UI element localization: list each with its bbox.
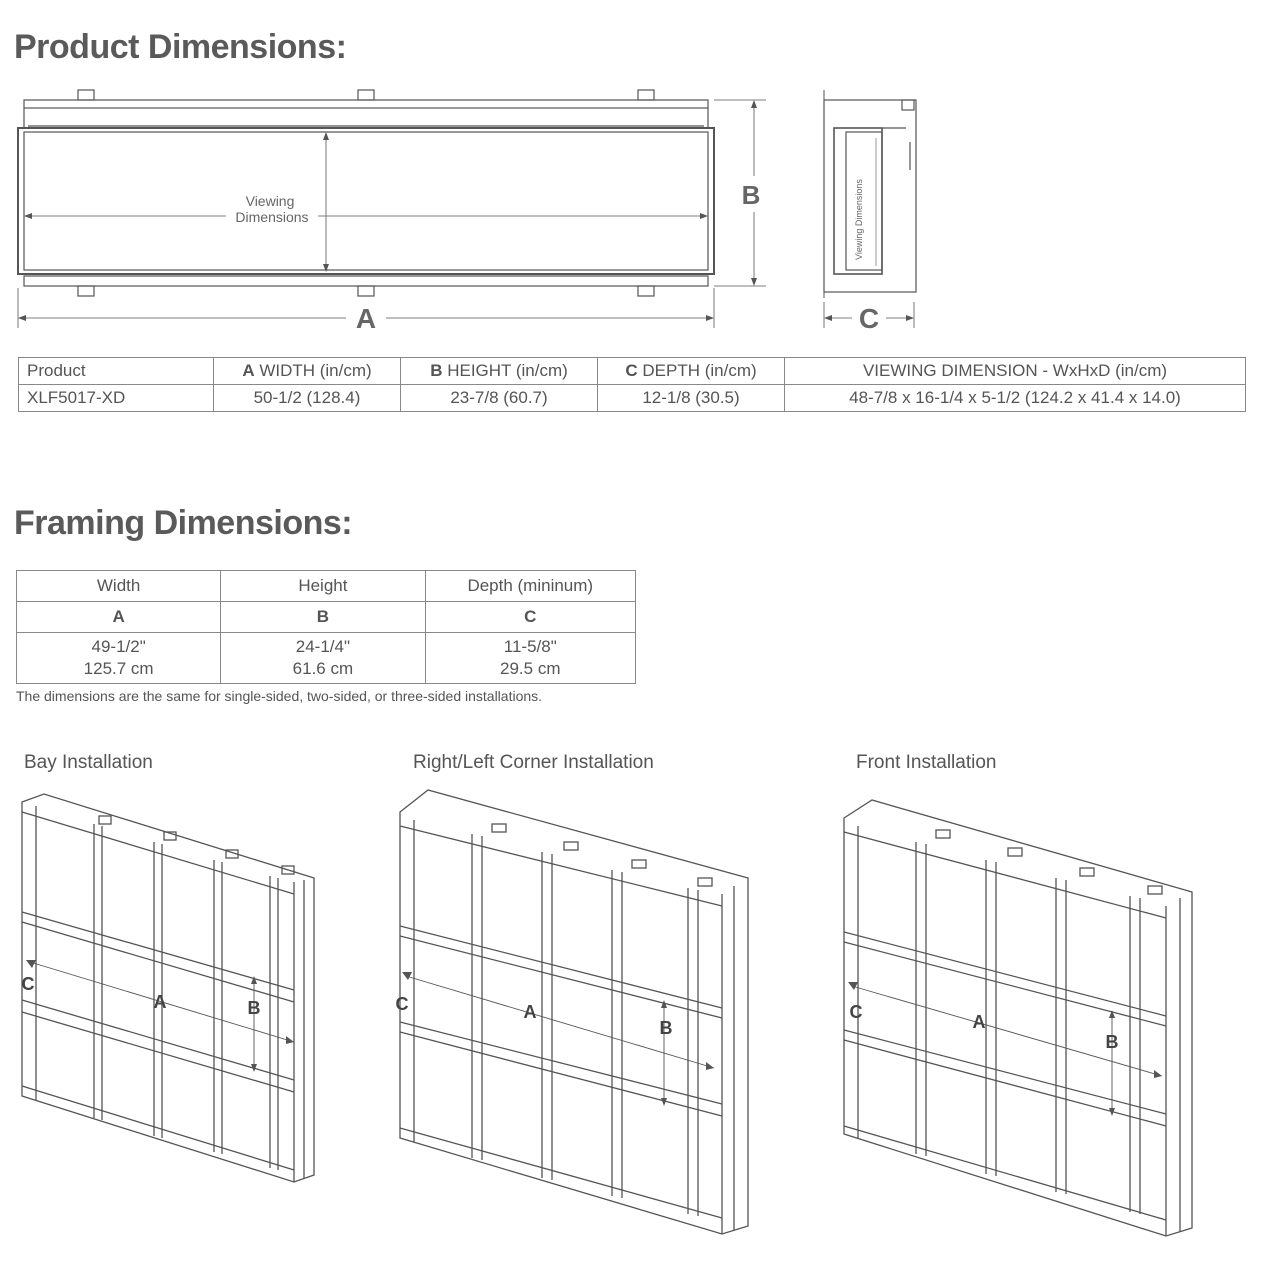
value-cm: 29.5 cm	[500, 659, 561, 678]
front-installation-title: Front Installation	[856, 752, 997, 773]
cell-width	[17, 633, 221, 684]
letter-c: C	[425, 602, 635, 633]
header-width: Width	[17, 571, 221, 602]
bay-dim-b: B	[247, 998, 261, 1018]
corner-dim-b: B	[659, 1018, 673, 1038]
header-height	[401, 358, 598, 385]
corner-installation-drawing	[392, 786, 762, 1246]
cell-depth: 12-1/8 (30.5)	[598, 385, 785, 412]
table-row	[17, 633, 636, 684]
header-text: HEIGHT (in/cm)	[442, 361, 568, 380]
cell-width: 50-1/2 (128.4)	[214, 385, 401, 412]
value-in: 49-1/2"	[91, 637, 146, 656]
cell-viewing: 48-7/8 x 16-1/4 x 5-1/2 (124.2 x 41.4 x 14.0)	[785, 385, 1246, 412]
header-letter: C	[625, 361, 638, 380]
table-header-row	[17, 571, 636, 602]
header-text: DEPTH (in/cm)	[637, 361, 757, 380]
bay-dim-c: C	[21, 974, 35, 994]
header-text: Product	[27, 361, 86, 380]
header-depth	[598, 358, 785, 385]
framing-note: The dimensions are the same for single-sided, two-sided, or three-sided installations.	[16, 688, 543, 704]
value-cm: 61.6 cm	[292, 659, 354, 678]
cell-depth	[425, 633, 635, 684]
header-width	[214, 358, 401, 385]
header-text: VIEWING DIMENSION - WxHxD (in/cm)	[862, 361, 1168, 380]
corner-dim-c: C	[395, 994, 409, 1014]
table-letter-row	[17, 602, 636, 633]
header-letter: B	[430, 361, 443, 380]
letter-a: A	[17, 602, 221, 633]
dim-b-label: B	[741, 180, 761, 210]
front-dim-c: C	[849, 1002, 863, 1022]
bay-installation-drawing	[14, 790, 334, 1190]
viewing-label-1: Viewing	[245, 193, 295, 209]
product-front-drawing	[0, 80, 940, 340]
table-row	[19, 385, 1246, 412]
value-cm: 125.7 cm	[83, 659, 154, 678]
bay-installation-title: Bay Installation	[24, 752, 153, 773]
cell-height	[221, 633, 425, 684]
header-depth: Depth (mininum)	[425, 571, 635, 602]
product-dimensions-title: Product Dimensions:	[14, 28, 347, 66]
header-viewing	[785, 358, 1246, 385]
front-installation-drawing	[836, 796, 1206, 1246]
corner-dim-a: A	[523, 1002, 537, 1022]
header-letter: A	[242, 361, 255, 380]
cell-product: XLF5017-XD	[19, 385, 214, 412]
front-dim-b: B	[1105, 1032, 1119, 1052]
corner-installation-title: Right/Left Corner Installation	[413, 752, 654, 773]
table-header-row	[19, 358, 1246, 385]
value-in: 24-1/4"	[295, 637, 351, 656]
product-dimensions-table	[18, 357, 1246, 412]
viewing-label-2: Dimensions	[235, 209, 309, 225]
cell-height: 23-7/8 (60.7)	[401, 385, 598, 412]
dim-c-label: C	[858, 303, 880, 334]
value-in: 11-5/8"	[503, 637, 557, 656]
framing-dimensions-title: Framing Dimensions:	[14, 504, 353, 542]
side-viewing-label: Viewing Dimensions	[854, 179, 864, 260]
header-product	[19, 358, 214, 385]
header-height: Height	[221, 571, 425, 602]
letter-b: B	[221, 602, 425, 633]
bay-dim-a: A	[153, 992, 167, 1012]
dim-a-label: A	[355, 303, 377, 334]
header-text: WIDTH (in/cm)	[254, 361, 372, 380]
framing-dimensions-table	[16, 570, 636, 684]
front-dim-a: A	[972, 1012, 986, 1032]
